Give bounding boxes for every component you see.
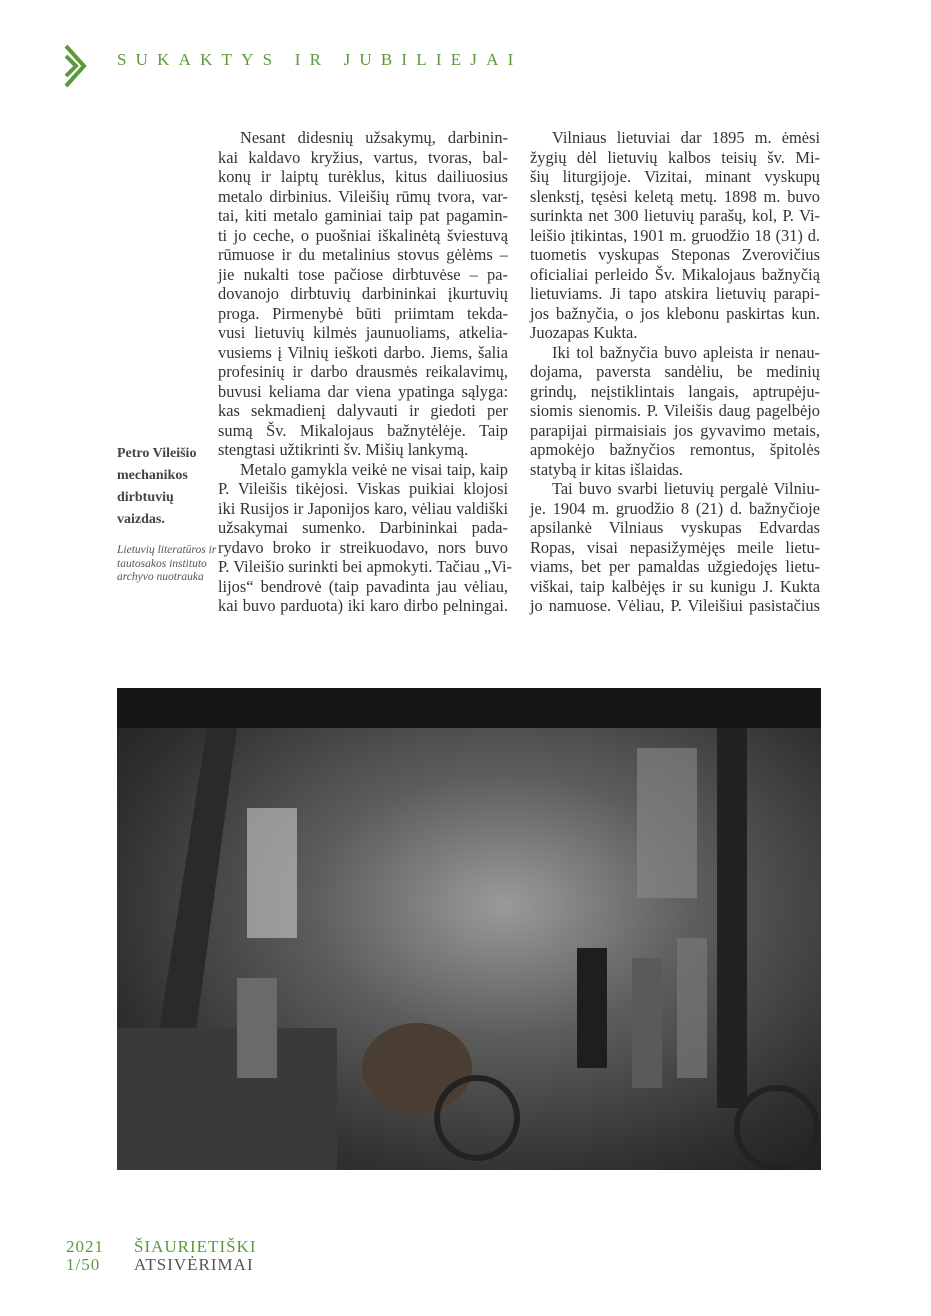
text-line: jos bažnyčia, o jos klebonu paskirtas kun.	[530, 303, 820, 323]
text-line: tai, kiti metalo gaminiai taip pat pagamin-	[218, 206, 508, 225]
photo-credit: Lietuvių literatūros ir tautosakos instituto archyvo nuotrauka	[117, 544, 217, 583]
text-line: viškai, taip kalbėjęs ir su kunigu J. Kukta	[530, 576, 820, 596]
text-line: leišio įtikintas, 1901 m. gruodžio 18 (31) d.	[530, 225, 820, 245]
text-line: siomis sienomis. P. Vileišis daug pagelbėjo	[530, 401, 820, 420]
text-line: lietuviams. Ji tapo atskira lietuvių parapi-	[530, 284, 820, 303]
text-line: rydavo broko ir streikuodavo, nors buvo	[218, 537, 508, 557]
text-line: konų ir laiptų turėklus, kitus dailiuosius	[218, 167, 508, 186]
text-line: Nesant didesnių užsakymų, darbinin-	[240, 128, 508, 147]
text-line: apsilankė Vilniaus vyskupas Edvardas	[530, 518, 820, 537]
text-line: statybą ir kitas išlaidas.	[530, 459, 683, 479]
text-line: tuometis vyskupas Steponas Zverovičius	[530, 245, 820, 264]
text-line: ti jo ceche, o puošniai iškalinėtą šviestuvą	[218, 225, 508, 245]
text-line: viams, bet per pamaldas užgiedojęs lietu-	[530, 557, 820, 576]
text-line: Metalo gamykla veikė ne visai taip, kaip	[240, 459, 508, 479]
text-line: grindų, neįstiklintais langais, aptrupėju-	[530, 381, 820, 401]
section-title: SUKAKTYS IR JUBILIEJAI	[117, 50, 523, 69]
text-line: Juozapas Kukta.	[530, 323, 638, 342]
text-line: Iki tol bažnyčia buvo apleista ir nenau-	[552, 342, 820, 362]
text-line: kai kaldavo kryžius, vartus, tvoras, bal-	[218, 147, 508, 167]
article-column-1	[218, 128, 513, 616]
magazine-title-line2: ATSIVĖRIMAI	[134, 1255, 254, 1274]
text-line: jo namuose. Vėliau, P. Vileišiui pasistačius	[530, 596, 820, 615]
text-line: dojama, paversta sandėliu, be medinių	[530, 362, 820, 381]
text-line: kas sekmadienį dalyvauti ir giedoti per	[218, 401, 508, 420]
double-chevron-right-icon	[64, 44, 90, 88]
text-line: kai buvo parduota) iki karo dirbo pelningai.	[218, 596, 508, 615]
text-line: slenkstį, tęsėsi keletą metų. 1898 m. buvo	[530, 186, 820, 206]
text-line: vusiems į Vilnių ieškoti darbo. Jiems, šalia	[218, 342, 508, 362]
text-line: dovanojo dirbtuvių darbininkai įkurtuvių	[218, 284, 508, 303]
footer-year: 2021	[66, 1237, 104, 1256]
text-line: surinkta net 300 lietuvių parašų, kol, P. Vi-	[530, 206, 820, 225]
text-line: je. 1904 m. gruodžio 8 (21) d. bažnyčioje	[530, 498, 820, 518]
text-line: iki Rusijos ir Japonijos karo, vėliau valdiški	[218, 498, 508, 518]
text-line: vusi lietuvių kilmės jaunuoliams, atkelia-	[218, 323, 508, 342]
text-line: profesinių ir darbo drausmės reikalavimų,	[218, 362, 508, 381]
photo-caption: Petro Vileišio mechanikos dirbtuvių vaizdas.	[117, 446, 197, 527]
text-line: Vilniaus lietuviai dar 1895 m. ėmėsi	[552, 128, 820, 147]
text-line: parapijai pirmaisiais jos gyvavimo metais,	[530, 420, 820, 440]
text-line: žygių dėl lietuvių kalbos teisių šv. Mi-	[530, 147, 820, 167]
text-line: P. Vileišio surinkti bei apmokyti. Tačiau „Vi-	[218, 557, 513, 576]
text-line: sumą Šv. Mikalojaus bažnytėlėje. Taip	[218, 420, 508, 440]
text-line: jie nukalti tose pačiose dirbtuvėse – pa-	[218, 264, 508, 284]
text-line: oficialiai perleido Šv. Mikalojaus bažnyčią	[530, 264, 820, 284]
article-column-2	[530, 128, 820, 616]
text-line: užsakymai sumenko. Darbininkai pada-	[218, 518, 508, 537]
text-line: P. Vileišis tikėjosi. Viskas puikiai klojosi	[218, 479, 508, 498]
text-line: šių liturgijoje. Vizitai, minant vyskupų	[530, 167, 820, 186]
text-line: Tai buvo svarbi lietuvių pergalė Vilniu-	[552, 479, 820, 498]
workshop-photo	[117, 688, 821, 1170]
text-line: metalo dirbinius. Vileišių rūmų tvora, var-	[218, 186, 508, 206]
text-line: proga. Pirmenybė būti priimtam tekda-	[218, 303, 508, 323]
footer-issue: 1/50	[66, 1255, 101, 1274]
text-line: stengtasi užtikrinti šv. Mišių lankymą.	[218, 440, 469, 459]
text-line: buvusi keliama dar viena ypatinga sąlyga:	[218, 381, 508, 401]
text-line: lijos“ bendrovė (taip pavadinta jau vėliau,	[218, 576, 508, 596]
footer	[66, 1238, 257, 1274]
magazine-title-line1: ŠIAURIETIŠKI	[134, 1237, 257, 1256]
text-line: rūmuose ir du metalinius stovus gėlėms –	[218, 245, 508, 264]
text-line: Ropas, visai nepasižymėjęs meile lietu-	[530, 537, 820, 557]
text-line: apmokėjo bažnyčios remontus, špitolės	[530, 440, 820, 459]
